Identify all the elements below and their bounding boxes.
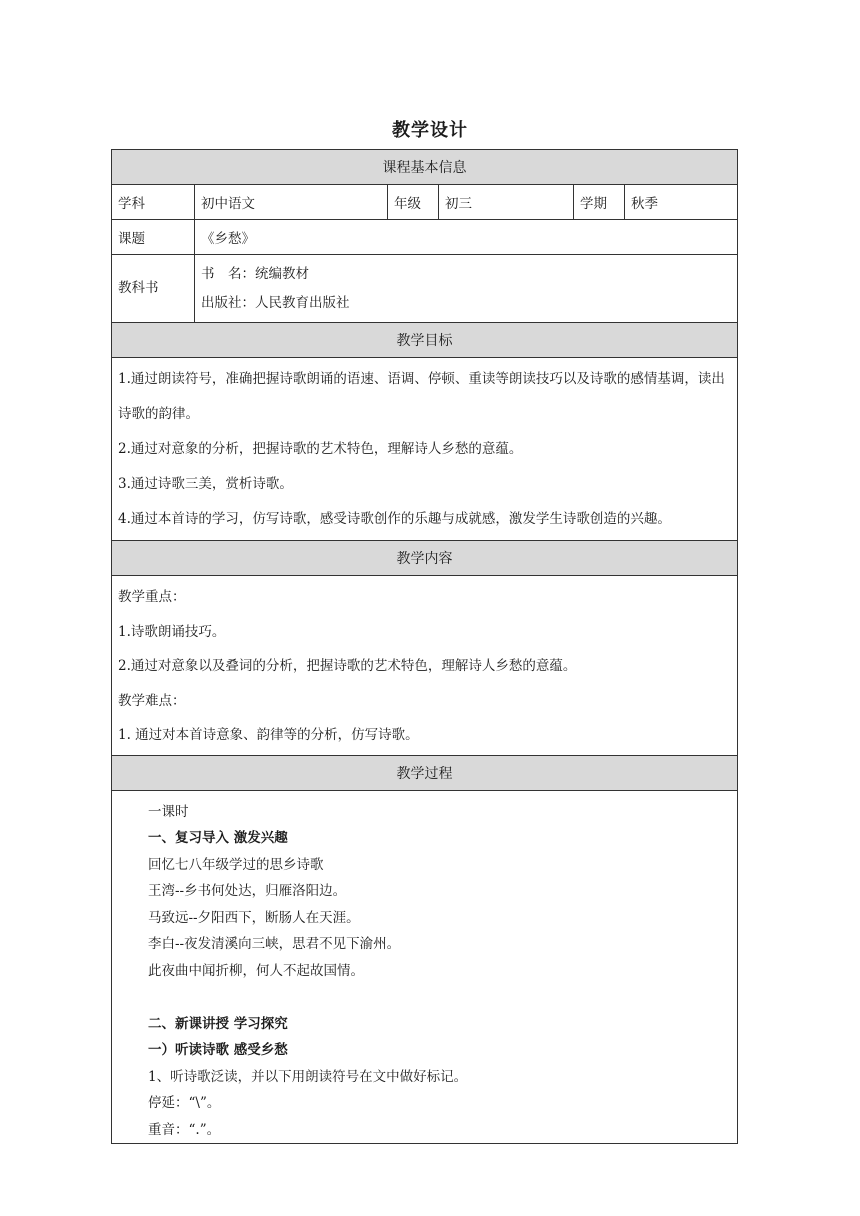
goals-row [112,358,738,541]
textbook-publisher: 出版社：人民教育出版社 [201,294,350,311]
process-blank-line [148,984,731,1011]
difficult-point-item: 1. 通过对本首诗意象、韵律等的分析，仿写诗歌。 [118,727,419,743]
process-line: 一课时 [148,803,189,820]
process-section-heading: 二、新课讲授 学习探究 [148,1015,288,1032]
process-line: 回忆七八年级学过的思乡诗歌 [148,856,324,873]
subject-value: 初中语文 [195,185,388,220]
goal-item: 4.通过本首诗的学习，仿写诗歌，感受诗歌创作的乐趣与成就感，激发学生诗歌创造的兴趣。 [118,511,671,527]
process-line: 停延：“\”。 [148,1095,221,1111]
process-line: 此夜曲中闻折柳，何人不起故国情。 [148,962,364,979]
process-line: 1、听诗歌泛读，并以下用朗读符号在文中做好标记。 [148,1068,468,1085]
process-header-row [112,755,738,790]
key-point-item: 2.通过对意象以及叠词的分析，把握诗歌的艺术特色，理解诗人乡愁的意蕴。 [118,658,577,674]
process-subsection-heading: 一）听读诗歌 感受乡愁 [148,1042,288,1058]
key-points-label: 教学重点： [118,589,186,605]
goal-item: 1.通过朗读符号，准确把握诗歌朗诵的语速、语调、停顿、重读等朗读技巧以及诗歌的感情基调，读出诗歌的韵律。 [118,371,725,422]
difficult-points-label: 教学难点： [118,692,186,709]
basic-info-header-row [112,150,738,185]
goal-item: 3.通过诗歌三美，赏析诗歌。 [118,476,293,492]
process-row [112,790,738,1144]
textbook-label-text: 教科书 [118,280,159,296]
term-value: 秋季 [625,185,738,220]
goals-header: 教学目标 [112,323,738,358]
textbook-label [112,255,195,323]
goals-header-row [112,323,738,358]
process-line: 王湾--乡书何处达，归雁洛阳边。 [148,883,347,899]
goals-cell [112,358,738,541]
content-header-row [112,541,738,576]
content-header: 教学内容 [112,541,738,576]
process-header: 教学过程 [112,755,738,790]
process-line: 重音：“.”。 [148,1121,221,1138]
process-line: 马致远--夕阳西下，断肠人在天涯。 [148,909,360,926]
goal-item: 2.通过对意象的分析，把握诗歌的艺术特色，理解诗人乡愁的意蕴。 [118,441,523,457]
textbook-row [112,255,738,323]
topic-row [112,220,738,255]
process-cell [112,790,738,1144]
topic-value: 《乡愁》 [195,220,738,255]
process-line: 李白--夜发清溪向三峡，思君不见下渝州。 [148,936,401,952]
grade-label: 年级 [388,185,439,220]
process-section-heading: 一、复习导入 激发兴趣 [148,830,288,846]
subject-label: 学科 [112,185,195,220]
subject-row [112,185,738,220]
key-point-item: 1.诗歌朗诵技巧。 [118,623,226,640]
content-cell [112,576,738,756]
textbook-name: 书 名：统编教材 [201,265,309,282]
term-label: 学期 [574,185,625,220]
textbook-value [195,255,738,323]
grade-value: 初三 [439,185,574,220]
page-title: 教学设计 [392,120,468,141]
content-row [112,576,738,756]
lesson-plan-table [111,149,738,1144]
basic-info-header: 课程基本信息 [112,150,738,185]
topic-label: 课题 [112,220,195,255]
